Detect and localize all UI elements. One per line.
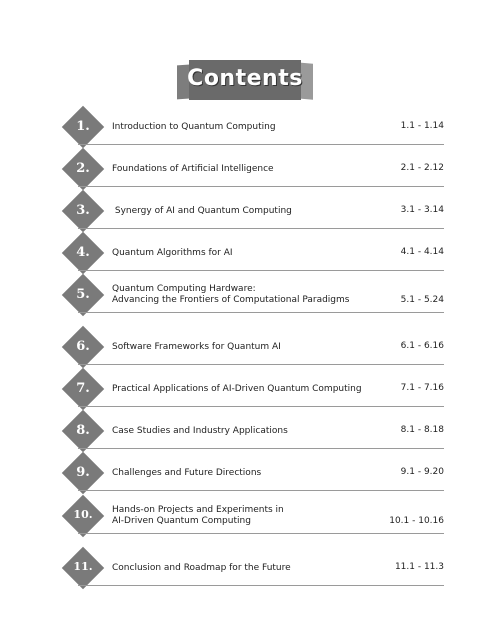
chapter-title-line: Foundations of Artificial Intelligence	[112, 163, 274, 174]
chapter-title	[112, 164, 274, 175]
entry-divider	[78, 186, 444, 187]
page-title: Contents	[187, 66, 303, 91]
chapter-title	[112, 426, 288, 437]
chapter-page-range: 10.1 - 10.16	[389, 516, 444, 526]
chapter-number: 8.	[76, 423, 90, 438]
chapter-number: 1.	[76, 119, 90, 134]
chapter-title	[112, 284, 349, 306]
chapter-number: 6.	[76, 339, 90, 354]
chapter-number: 5.	[76, 287, 90, 302]
chapter-page-range: 6.1 - 6.16	[400, 341, 444, 351]
toc-entry[interactable]	[64, 548, 444, 588]
chapter-title-line: Synergy of AI and Quantum Computing	[112, 205, 292, 216]
toc-entry[interactable]	[64, 107, 444, 147]
chapter-title-line: Advancing the Frontiers of Computational Paradigms	[112, 295, 350, 305]
chapter-number: 4.	[76, 245, 90, 260]
chapter-title-line: Practical Applications of AI-Driven Quantum Computing	[112, 383, 362, 394]
toc-entry[interactable]	[64, 149, 444, 189]
toc-entry[interactable]	[64, 411, 444, 451]
chapter-number: 7.	[76, 381, 90, 396]
chapter-title	[112, 563, 291, 574]
chapter-title-line: AI-Driven Quantum Computing	[112, 516, 251, 526]
toc-entry[interactable]	[64, 233, 444, 273]
toc-entry[interactable]	[64, 453, 444, 493]
chapter-number: 3.	[76, 203, 90, 218]
entry-divider	[78, 228, 444, 229]
entry-divider	[78, 406, 444, 407]
entry-divider	[78, 364, 444, 365]
chapter-page-range: 3.1 - 3.14	[400, 205, 444, 215]
chapter-page-range: 7.1 - 7.16	[400, 383, 444, 393]
chapter-number: 9.	[76, 465, 90, 480]
chapter-number: 11.	[73, 560, 93, 573]
chapter-page-range: 5.1 - 5.24	[400, 295, 444, 305]
toc-entry[interactable]	[64, 369, 444, 409]
chapter-page-range: 8.1 - 8.18	[400, 425, 444, 435]
toc-entry[interactable]	[64, 275, 444, 315]
chapter-title	[112, 384, 362, 395]
chapter-title-line: Case Studies and Industry Applications	[112, 425, 288, 436]
entry-divider	[78, 533, 444, 534]
chapter-title-line: Challenges and Future Directions	[112, 467, 262, 478]
chapter-title	[112, 505, 284, 527]
chapter-title-line: Software Frameworks for Quantum AI	[112, 341, 281, 352]
chapter-title	[112, 468, 261, 479]
chapter-title-line: Introduction to Quantum Computing	[112, 121, 276, 132]
chapter-title-line: Conclusion and Roadmap for the Future	[112, 562, 291, 573]
chapter-page-range: 11.1 - 11.3	[394, 562, 444, 572]
entry-divider	[78, 490, 444, 491]
toc-entry[interactable]	[64, 327, 444, 367]
chapter-title-line: Quantum Computing Hardware:	[112, 284, 256, 294]
chapter-page-range: 9.1 - 9.20	[400, 467, 444, 477]
chapter-title	[112, 248, 233, 259]
chapter-title	[112, 122, 276, 133]
chapter-number: 2.	[76, 161, 90, 176]
toc-entry[interactable]	[64, 496, 444, 536]
entry-divider	[78, 448, 444, 449]
chapter-title-line: Quantum Algorithms for AI	[112, 247, 233, 258]
chapter-title-line: Hands-on Projects and Experiments in	[112, 505, 284, 515]
chapter-page-range: 2.1 - 2.12	[400, 163, 444, 173]
chapter-number: 10.	[73, 508, 93, 521]
entry-divider	[78, 312, 444, 313]
entry-divider	[78, 585, 444, 586]
toc-entry[interactable]	[64, 191, 444, 231]
chapter-page-range: 1.1 - 1.14	[400, 121, 444, 131]
entry-divider	[78, 270, 444, 271]
chapter-title	[112, 342, 281, 353]
chapter-page-range: 4.1 - 4.14	[400, 247, 444, 257]
entry-divider	[78, 144, 444, 145]
chapter-title	[112, 206, 292, 217]
